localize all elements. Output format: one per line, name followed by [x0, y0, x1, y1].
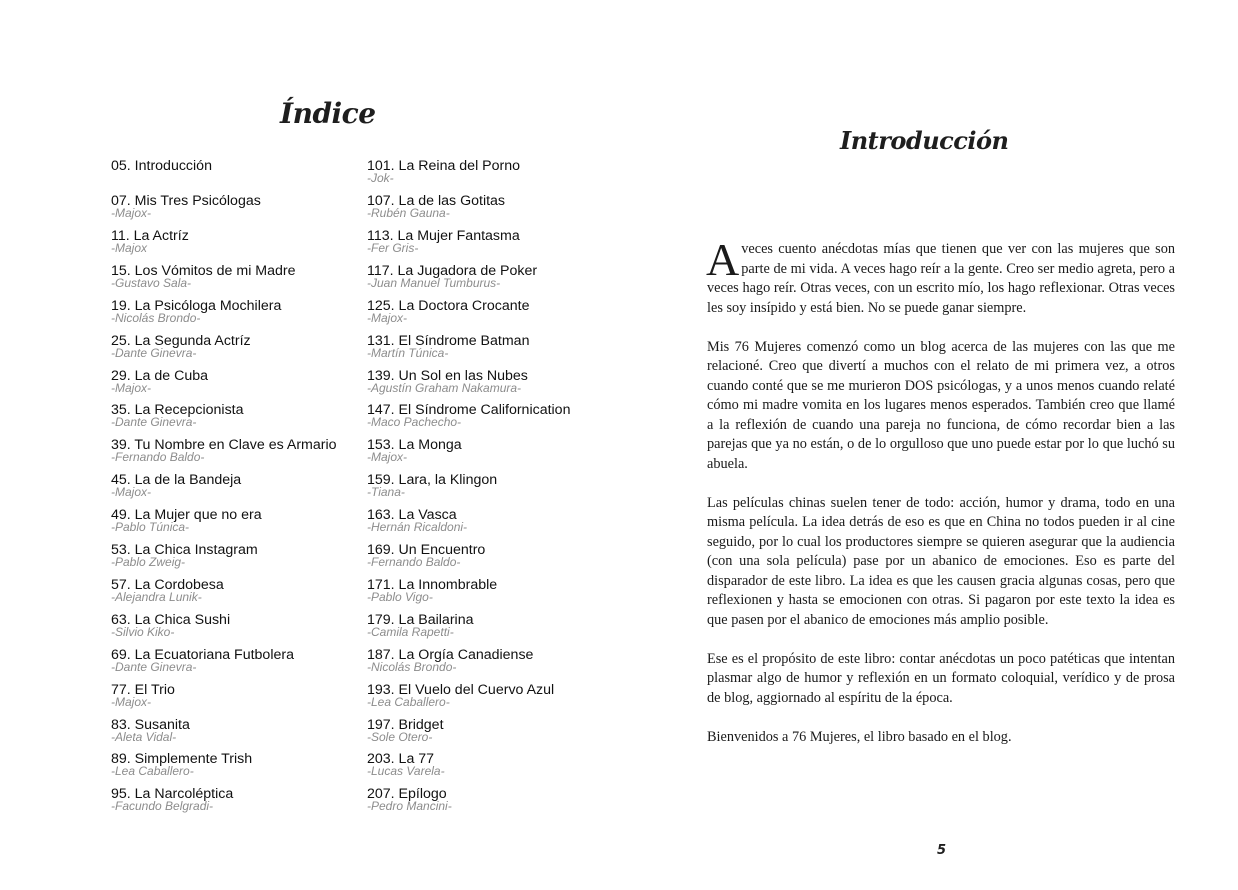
toc-entry-author: -Sole Otero- — [367, 729, 433, 744]
toc-entry-author: -Majox- — [111, 485, 152, 500]
toc-entry-author: -Alejandra Lunik- — [111, 589, 202, 604]
toc-entry-author: -Fer Gris- — [367, 240, 419, 255]
intro-paragraph-3: Las películas chinas suelen tener de todo: acción, humor y drama, todo en una misma película. La idea detrás de eso es que en China no todos pueden ir al cine seguido, por lo cual los productores siempre se quieren asegurar que la audiencia (con una sola película) pase por un abanico de emociones. Eso es parte del disparador de este libro. La idea es que les causen gracia algunas cosas, pero que reflexionen y hasta se emocionen con otras. Si pagaron por este texto la idea es que pasen por el abanico de emociones más amplio posible. — [707, 494, 1175, 628]
toc-entry-title: 169. Un Encuentro — [367, 542, 486, 558]
toc-entry-author: -Tiana- — [367, 485, 405, 500]
toc-entry[interactable] — [111, 158, 212, 175]
toc-entry-title: 25. La Segunda Actríz — [111, 332, 251, 349]
toc-entry-title: 35. La Recepcionista — [111, 402, 244, 419]
toc-entry[interactable] — [111, 682, 175, 708]
toc-entry-author: -Pedro Mancini- — [367, 799, 452, 814]
toc-entry-title: 107. La de las Gotitas — [367, 193, 506, 209]
toc-entry-author: -Pablo Túnica- — [111, 520, 190, 535]
toc-entry-title: 139. Un Sol en las Nubes — [367, 367, 528, 384]
toc-entry-author: -Pablo Vigo- — [367, 589, 433, 604]
toc-entry[interactable] — [367, 402, 570, 428]
toc-entry-title: 179. La Bailarina — [367, 611, 474, 628]
toc-entry-title: 39. Tu Nombre en Clave es Armario — [111, 437, 337, 454]
toc-entry[interactable] — [367, 577, 497, 603]
toc-entry-author: -Majox — [111, 240, 148, 255]
introduction-body — [706, 234, 1175, 767]
toc-entry-author: -Facundo Belgradi- — [111, 799, 214, 814]
toc-entry[interactable] — [111, 193, 261, 219]
toc-entry[interactable] — [111, 368, 208, 394]
toc-entry-title: 57. La Cordobesa — [111, 576, 224, 593]
toc-entry[interactable] — [367, 542, 485, 568]
toc-entry-title: 125. La Doctora Crocante — [367, 297, 530, 314]
toc-entry-author: -Lea Caballero- — [111, 764, 194, 779]
intro-paragraph-1: A veces cuento anécdotas mías que tienen que ver con las mujeres que son parte de mi vida. A veces hago reír a la gente. Creo ser medio agreta, pero a veces hago reír. Otras veces, con un escrito mío, los hago reflexionar. Otras veces les soy insípido y está bien. No se puede ganar siempre. — [706, 234, 1175, 316]
toc-entry-title: 11. La Actríz — [111, 227, 189, 244]
toc-entry-title: 159. Lara, la Klingon — [367, 472, 498, 489]
index-title: Índice — [280, 97, 376, 130]
toc-entry-author: -Rubén Gauna- — [367, 206, 450, 220]
toc-entry[interactable] — [367, 368, 528, 394]
toc-entry[interactable] — [367, 786, 452, 812]
toc-entry-author: -Aleta Vidal- — [111, 729, 177, 744]
toc-entry-author: -Juan Manuel Tumburus- — [367, 275, 501, 290]
intro-paragraph-4: Ese es el propósito de este libro: contar anécdotas un poco patéticas que intentan plasmar algo de humor y reflexión en un formato coloquial, verídico y de prosa de blog, aggiornado al espíritu de la época. — [707, 650, 1175, 706]
toc-entry[interactable] — [367, 507, 467, 533]
toc-entry-author: -Dante Ginevra- — [111, 415, 197, 430]
toc-entry-title: 69. La Ecuatoriana Futbolera — [111, 646, 294, 663]
toc-entry-title: 203. La 77 — [367, 751, 435, 768]
toc-entry-author: -Gustavo Sala- — [111, 275, 192, 290]
intro-paragraph-5: Bienvenidos a 76 Mujeres, el libro basado en el blog. — [707, 728, 1012, 745]
toc-entry-title: 45. La de la Bandeja — [111, 472, 242, 489]
toc-entry-title: 63. La Chica Sushi — [111, 611, 231, 628]
toc-entry-title: 113. La Mujer Fantasma — [367, 227, 520, 244]
toc-entry-author: -Fernando Baldo- — [367, 555, 461, 569]
toc-entry[interactable] — [367, 647, 533, 673]
toc-entry-title: 117. La Jugadora de Poker — [367, 262, 538, 279]
toc-entry[interactable] — [111, 612, 230, 638]
page-number: 5 — [937, 843, 947, 858]
toc-entry[interactable] — [367, 717, 444, 743]
toc-entry-author: -Majox- — [111, 206, 152, 220]
toc-entry-author: -Dante Ginevra- — [111, 659, 197, 674]
toc-entry-title: 77. El Trio — [111, 681, 175, 698]
toc-entry[interactable] — [367, 472, 497, 498]
toc-entry[interactable] — [111, 507, 262, 533]
toc-entry[interactable] — [111, 647, 294, 673]
toc-entry[interactable] — [367, 228, 520, 254]
toc-entry[interactable] — [367, 333, 529, 359]
toc-entry-author: -Pablo Zweig- — [111, 555, 186, 569]
toc-entry-title: 05. Introducción — [111, 158, 212, 174]
toc-entry-author: -Majox- — [367, 310, 408, 325]
toc-entry-title: 171. La Innombrable — [367, 576, 498, 593]
toc-entry[interactable] — [367, 158, 520, 184]
toc-entry-author: -Majox- — [111, 694, 152, 709]
toc-entry-author: -Camila Rapetti- — [367, 624, 454, 639]
toc-entry-title: 15. Los Vómitos de mi Madre — [111, 262, 296, 279]
toc-entry-title: 19. La Psicóloga Mochilera — [111, 297, 282, 314]
toc-entry[interactable] — [367, 193, 505, 219]
toc-entry-author: -Maco Pachecho- — [367, 415, 462, 430]
toc-entry-title: 163. La Vasca — [367, 507, 457, 524]
toc-entry-title: 147. El Síndrome Californication — [367, 402, 571, 419]
toc-entry-title: 197. Bridget — [367, 716, 444, 733]
toc-entry[interactable] — [111, 751, 252, 777]
toc-entry[interactable] — [367, 263, 537, 289]
toc-entry-author: -Silvio Kiko- — [111, 624, 175, 639]
toc-entry[interactable] — [111, 437, 337, 463]
toc-entry[interactable] — [111, 472, 241, 498]
toc-entry-author: -Majox- — [111, 380, 152, 395]
toc-entry[interactable] — [111, 228, 189, 254]
toc-entry-title: 07. Mis Tres Psicólogas — [111, 193, 261, 209]
toc-entry-title: 83. Susanita — [111, 716, 190, 733]
toc-entry[interactable] — [111, 577, 224, 603]
toc-entry-title: 153. La Monga — [367, 437, 462, 454]
toc-entry-title: 29. La de Cuba — [111, 367, 209, 384]
toc-entry-author: -Majox- — [367, 450, 408, 465]
toc-entry[interactable] — [111, 402, 244, 428]
toc-entry-title: 187. La Orgía Canadiense — [367, 646, 534, 663]
toc-entry-author: -Agustín Graham Nakamura- — [367, 380, 522, 395]
toc-entry-title: 101. La Reina del Porno — [367, 158, 521, 174]
toc-entry-author: -Lea Caballero- — [367, 694, 450, 709]
toc-entry-title: 53. La Chica Instagram — [111, 542, 258, 558]
toc-entry-author: -Dante Ginevra- — [111, 345, 197, 360]
toc-entry-title: 49. La Mujer que no era — [111, 507, 262, 524]
toc-entry-title: 89. Simplemente Trish — [111, 751, 253, 768]
toc-entry[interactable] — [111, 298, 281, 324]
introduction-title: Introducción — [840, 126, 1009, 155]
toc-entry[interactable] — [111, 263, 296, 289]
toc-entry-author: -Nicolás Brondo- — [111, 310, 201, 325]
introduction-page — [619, 0, 1238, 890]
toc-entry-author: -Fernando Baldo- — [111, 450, 205, 465]
toc-entry[interactable] — [367, 612, 473, 638]
toc-entry-title: 131. El Síndrome Batman — [367, 332, 530, 349]
toc-entry-author: -Hernán Ricaldoni- — [367, 520, 468, 535]
toc-entry[interactable] — [367, 298, 529, 324]
drop-cap: A — [706, 234, 740, 285]
intro-paragraph-2: Mis 76 Mujeres comenzó como un blog acerca de las mujeres con las que me relacioné. Creo que divertí a muchos con el relato de mi primera vez, a otros cuando conté que se me murieron DOS psicólogas, y a unos menos cuando relaté cómo mi madre vomita en los lugares menos esperados. También creo que llamé a la reflexión de cuando una pareja no funciona, de cómo recordar bien a las parejas que ya no están, o de lo orgulloso que uno puede estar por lo que luchó su abuela. — [707, 338, 1175, 472]
toc-entry-title: 95. La Narcoléptica — [111, 786, 234, 803]
toc-entry-author: -Martín Túnica- — [367, 345, 449, 360]
toc-entry[interactable] — [367, 682, 554, 708]
toc-entry[interactable] — [111, 542, 258, 568]
toc-entry-author: -Nicolás Brondo- — [367, 659, 457, 674]
toc-entry-author: -Lucas Varela- — [367, 764, 445, 779]
toc-entry[interactable] — [367, 437, 462, 463]
toc-entry[interactable] — [367, 751, 445, 777]
toc-entry-title: 193. El Vuelo del Cuervo Azul — [367, 681, 555, 698]
toc-entry-title: 207. Epílogo — [367, 786, 447, 803]
toc-entry[interactable] — [111, 786, 233, 812]
toc-entry-author: -Jok- — [367, 171, 394, 185]
toc-entry[interactable] — [111, 717, 190, 743]
toc-entry[interactable] — [111, 333, 251, 359]
